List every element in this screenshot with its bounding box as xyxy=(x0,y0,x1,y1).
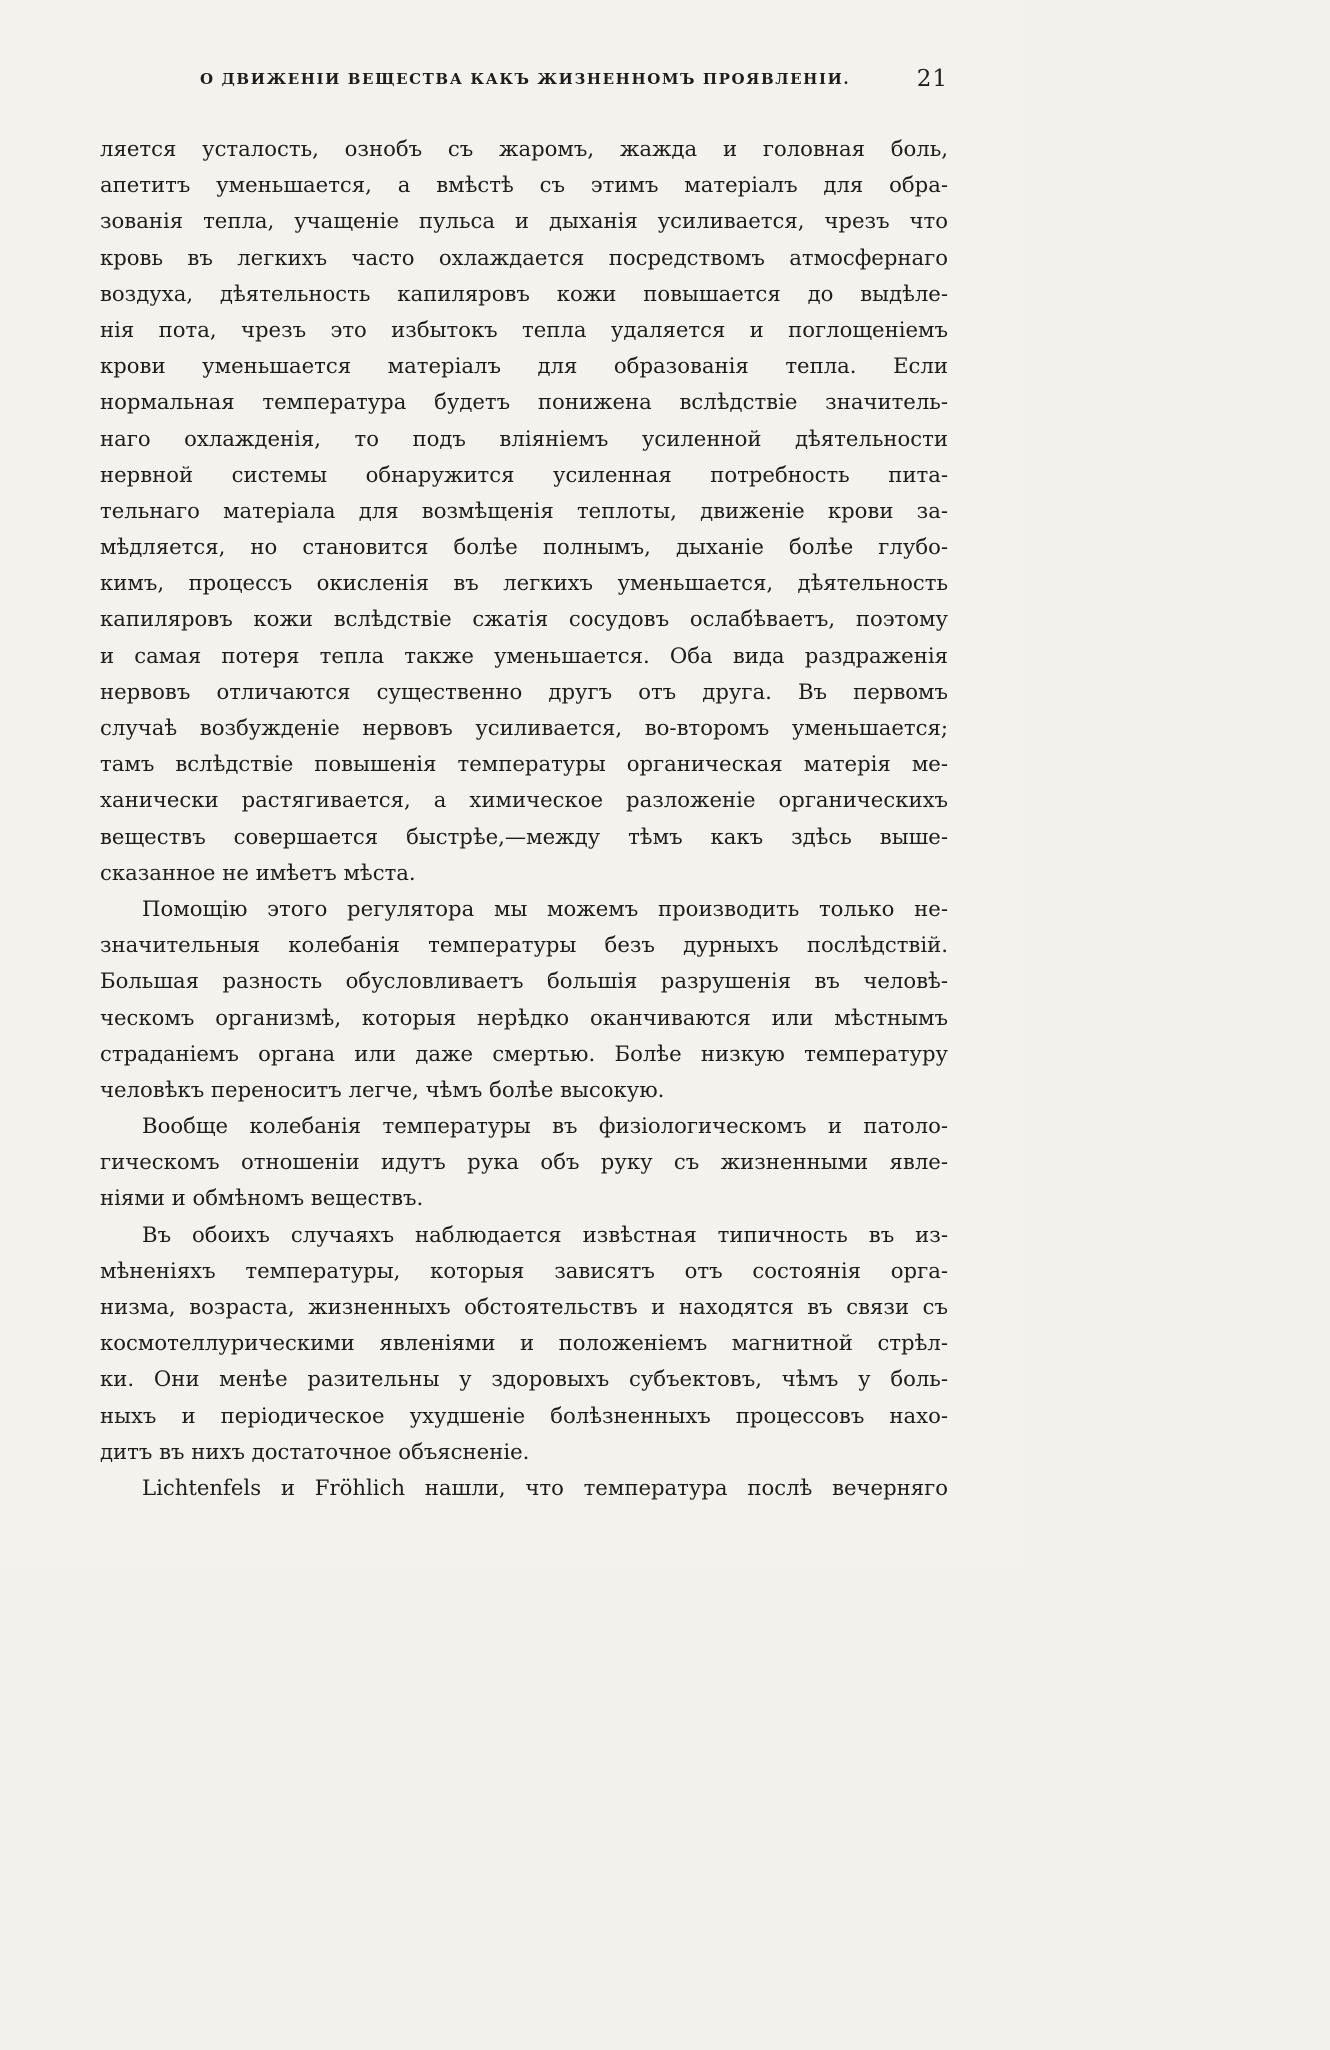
text-line: ханически растягивается, а химическое разложеніе органическихъ xyxy=(100,787,948,813)
text-line: тамъ вслѣдствіе повышенія температуры органическая матерія ме- xyxy=(100,751,948,777)
text-line: кровь въ легкихъ часто охлаждается посредствомъ атмосфернаго xyxy=(100,244,948,270)
text-line: Lichtenfels и Fröhlich нашли, что температура послѣ вечерняго xyxy=(142,1474,948,1500)
text-line: воздуха, дѣятельность капиляровъ кожи повышается до выдѣле- xyxy=(100,280,948,306)
text-line: сказанное не имѣетъ мѣста. xyxy=(100,859,416,885)
text-line: ляется усталость, ознобъ съ жаромъ, жажда и головная боль, xyxy=(100,136,948,161)
page-number: 21 xyxy=(916,66,948,92)
text-line: космотеллурическими явленіями и положеніемъ магнитной стрѣл- xyxy=(100,1330,948,1356)
text-line: апетитъ уменьшается, а вмѣстѣ съ этимъ матеріалъ для обра- xyxy=(100,172,948,198)
text-line: значительныя колебанія температуры безъ дурныхъ послѣдствій. xyxy=(100,932,948,958)
text-line: ки. Они менѣе разительны у здоровыхъ субъектовъ, чѣмъ у боль- xyxy=(100,1366,948,1392)
text-line: дитъ въ нихъ достаточное объясненіе. xyxy=(100,1438,530,1464)
text-line: Въ обоихъ случаяхъ наблюдается извѣстная типичность въ из- xyxy=(142,1221,948,1247)
text-line: Большая разность обусловливаетъ большія разрушенія въ человѣ- xyxy=(100,968,948,994)
text-line: нормальная температура будетъ понижена вслѣдствіе значитель- xyxy=(100,389,948,415)
running-title: О ДВИЖЕНІИ ВЕЩЕСТВА КАКЪ ЖИЗНЕННОМЪ ПРОЯВЛЕНІИ. xyxy=(200,70,851,88)
text-line: наго охлажденія, то подъ вліяніемъ усиленной дѣятельности xyxy=(100,425,948,451)
text-line: нервной системы обнаружится усиленная потребность пита- xyxy=(100,461,948,487)
text-line: ныхъ и періодическое ухудшеніе болѣзненныхъ процессовъ нахо- xyxy=(100,1402,948,1428)
body-text xyxy=(100,131,948,1506)
text-line: веществъ совершается быстрѣе,—между тѣмъ какъ здѣсь выше- xyxy=(100,823,948,849)
text-line: капиляровъ кожи вслѣдствіе сжатія сосудовъ ослабѣваетъ, поэтому xyxy=(100,606,948,632)
text-line: страданіемъ органа или даже смертью. Болѣе низкую температуру xyxy=(100,1040,948,1066)
text-line: кимъ, процессъ окисленія въ легкихъ уменьшается, дѣятельность xyxy=(100,570,948,596)
text-line: ческомъ организмѣ, которыя нерѣдко оканчиваются или мѣстнымъ xyxy=(100,1004,948,1030)
text-line: ніями и обмѣномъ веществъ. xyxy=(100,1185,424,1211)
text-line: низма, возраста, жизненныхъ обстоятельствъ и находятся въ связи съ xyxy=(100,1294,948,1319)
page-header xyxy=(100,66,948,104)
text-line: Вообще колебанія температуры въ физіологическомъ и патоло- xyxy=(142,1113,948,1139)
text-line: Помощію этого регулятора мы можемъ производить только не- xyxy=(142,895,948,921)
text-line: и самая потеря тепла также уменьшается. Оба вида раздраженія xyxy=(100,642,948,668)
text-line: крови уменьшается матеріалъ для образованія тепла. Если xyxy=(100,353,948,379)
text-line: нія пота, чрезъ это избытокъ тепла удаляется и поглощеніемъ xyxy=(100,316,948,342)
text-line: нервовъ отличаются существенно другъ отъ друга. Въ первомъ xyxy=(100,678,948,704)
text-line: мѣдляется, но становится болѣе полнымъ, дыханіе болѣе глубо- xyxy=(100,534,948,560)
text-line: зованія тепла, учащеніе пульса и дыханія усиливается, чрезъ что xyxy=(100,208,948,234)
text-line: человѣкъ переноситъ легче, чѣмъ болѣе высокую. xyxy=(100,1076,665,1102)
text-line: тельнаго матеріала для возмѣщенія теплоты, движеніе крови за- xyxy=(100,497,948,523)
text-line: гическомъ отношеніи идутъ рука объ руку съ жизненными явле- xyxy=(100,1149,948,1175)
text-line: случаѣ возбужденіе нервовъ усиливается, во-второмъ уменьшается; xyxy=(100,715,948,740)
text-line: мѣненіяхъ температуры, которыя зависятъ отъ состоянія орга- xyxy=(100,1257,948,1283)
